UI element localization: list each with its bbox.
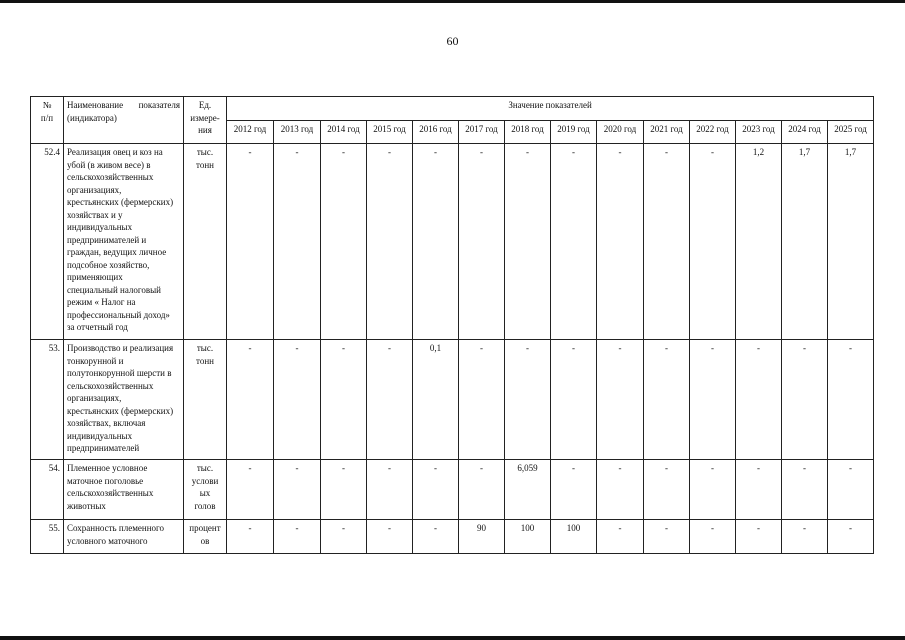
indicator-name-line: крестьянских (фермерских) [67, 197, 174, 207]
header-year: 2018 год [505, 121, 551, 144]
indicator-name-line: организациях, [67, 184, 122, 195]
header-year: 2025 год [828, 121, 874, 144]
indicator-value: - [367, 144, 413, 340]
unit-line: тыс. [196, 147, 214, 157]
indicator-value: - [597, 520, 644, 554]
indicator-value: - [321, 520, 367, 554]
indicator-value: - [644, 340, 690, 460]
indicator-name-line: специальный налоговый [67, 284, 161, 295]
indicator-value: - [551, 460, 597, 520]
indicator-value: 0,1 [413, 340, 459, 460]
header-unit-line: ния [198, 125, 212, 135]
indicator-name-line: предпринимателей [67, 443, 140, 453]
indicator-name-line: тонкорунной и [67, 355, 124, 366]
indicator-value: - [597, 460, 644, 520]
indicator-value: 100 [551, 520, 597, 554]
indicator-name-line: индивидуальных [67, 430, 133, 441]
indicator-value: - [736, 520, 782, 554]
unit-of-measure [184, 144, 227, 340]
header-year: 2012 год [227, 121, 274, 144]
header-unit-line: измере- [190, 112, 220, 123]
indicator-value: - [321, 144, 367, 340]
indicator-name-line: сельскохозяйственных [67, 488, 154, 498]
indicator-value: - [644, 520, 690, 554]
indicator-value: - [644, 144, 690, 340]
header-year: 2016 год [413, 121, 459, 144]
table-row [31, 144, 874, 340]
header-year: 2017 год [459, 121, 505, 144]
header-year: 2021 год [644, 121, 690, 144]
indicator-name-line: Сохранность племенного [67, 523, 165, 533]
indicator-value: - [227, 520, 274, 554]
header-year: 2015 год [367, 121, 413, 144]
indicator-name-line: профессиональный доход» [67, 309, 170, 320]
indicator-name-line: сельскохозяйственных [67, 380, 154, 391]
indicator-value: - [413, 460, 459, 520]
indicator-value: - [644, 460, 690, 520]
row-number: 52.4 [31, 144, 64, 340]
table-body [31, 144, 874, 554]
indicator-name-line: условного маточного [67, 535, 148, 546]
header-unit-line: Ед. [198, 100, 212, 110]
header-year: 2019 год [551, 121, 597, 144]
indicator-name-line: индивидуальных [67, 222, 133, 232]
indicator-value: - [321, 340, 367, 460]
header-year: 2023 год [736, 121, 782, 144]
table-row [31, 460, 874, 520]
indicator-value: - [736, 340, 782, 460]
indicator-value: - [551, 340, 597, 460]
indicator-value: - [227, 460, 274, 520]
indicator-value: - [274, 520, 321, 554]
indicator-value: 6,059 [505, 460, 551, 520]
unit-line: ов [200, 535, 210, 546]
header-num-line: № [42, 100, 52, 110]
indicator-value: - [782, 460, 828, 520]
indicator-name-line: предпринимателей и [67, 234, 147, 245]
indicator-value: - [736, 460, 782, 520]
indicator-value: - [782, 340, 828, 460]
indicator-name-line: Реализация овец и коз на [67, 147, 163, 157]
indicator-name-line: полутонкорунной шерсти в [67, 368, 172, 378]
header-name-line: (индикатора) [67, 112, 117, 123]
indicator-value: - [828, 460, 874, 520]
row-number: 54. [31, 460, 64, 520]
indicator-value: - [690, 520, 736, 554]
indicator-value: - [690, 460, 736, 520]
scan-edge-top [0, 0, 905, 3]
indicator-value: - [413, 144, 459, 340]
indicator-value: - [274, 144, 321, 340]
unit-of-measure [184, 460, 227, 520]
indicator-value: - [459, 144, 505, 340]
table-row [31, 340, 874, 460]
unit-line: тыс. [196, 463, 214, 473]
unit-line: голов [194, 500, 216, 511]
indicator-value: - [367, 520, 413, 554]
indicator-value: - [459, 340, 505, 460]
indicator-name-line: Производство и реализация [67, 343, 174, 353]
indicator-name [64, 340, 184, 460]
table-row [31, 520, 874, 554]
indicator-value: - [828, 520, 874, 554]
indicator-value: - [551, 144, 597, 340]
indicator-name-line: крестьянских (фермерских) [67, 405, 174, 416]
row-number: 55. [31, 520, 64, 554]
header-unit [184, 97, 227, 144]
indicator-value: - [597, 144, 644, 340]
indicator-name-line: хозяйствах, включая [67, 418, 146, 428]
unit-line: тонн [196, 159, 214, 170]
scan-edge-bottom [0, 636, 905, 640]
header-values-group: Значение показателей [227, 97, 874, 121]
header-num [31, 97, 64, 144]
indicator-name-line: организациях, [67, 393, 122, 403]
indicator-value: 1,7 [782, 144, 828, 340]
indicator-value: - [505, 340, 551, 460]
indicator-value: - [782, 520, 828, 554]
row-number: 53. [31, 340, 64, 460]
header-year: 2024 год [782, 121, 828, 144]
indicator-value: - [274, 340, 321, 460]
header-year: 2020 год [597, 121, 644, 144]
header-num-line: п/п [40, 112, 54, 123]
unit-of-measure [184, 520, 227, 554]
page-number: 60 [446, 34, 459, 48]
unit-line: ых [199, 488, 211, 498]
indicator-value: - [227, 144, 274, 340]
indicator-name [64, 520, 184, 554]
unit-of-measure [184, 340, 227, 460]
indicator-value: - [413, 520, 459, 554]
indicator-name-line: маточное поголовье [67, 475, 144, 486]
unit-line: процент [189, 523, 221, 533]
indicator-value: 1,7 [828, 144, 874, 340]
indicator-value: - [367, 340, 413, 460]
indicator-name [64, 460, 184, 520]
indicator-value: - [690, 144, 736, 340]
indicator-value: - [828, 340, 874, 460]
indicator-value: - [321, 460, 367, 520]
unit-line: услови [191, 475, 219, 486]
indicator-value: - [227, 340, 274, 460]
unit-line: тыс. [196, 343, 214, 353]
header-year: 2022 год [690, 121, 736, 144]
indicator-value: - [505, 144, 551, 340]
indicator-value: 100 [505, 520, 551, 554]
indicator-value: - [367, 460, 413, 520]
indicator-name [64, 144, 184, 340]
indicator-value: - [690, 340, 736, 460]
indicator-name-line: за отчетный год [67, 322, 128, 332]
header-year: 2014 год [321, 121, 367, 144]
indicator-name-line: сельскохозяйственных [67, 172, 154, 182]
indicator-name-line: применяющих [67, 272, 123, 282]
indicator-name-line: Племенное условное [67, 463, 148, 473]
indicator-name-line: режим « Налог на [67, 297, 136, 307]
header-name-line: Наименование показателя [67, 100, 180, 110]
indicator-value: 90 [459, 520, 505, 554]
indicator-name-line: подсобное хозяйство, [67, 259, 150, 270]
indicator-name-line: животных [67, 500, 106, 511]
indicator-value: - [597, 340, 644, 460]
header-name [64, 97, 184, 144]
header-year: 2013 год [274, 121, 321, 144]
indicator-value: - [274, 460, 321, 520]
indicator-name-line: граждан, ведущих личное [67, 247, 167, 257]
indicator-name-line: убой (в живом весе) в [67, 159, 151, 170]
indicator-value: - [459, 460, 505, 520]
indicator-name-line: хозяйствах и у [67, 209, 123, 220]
indicators-table [30, 96, 874, 554]
unit-line: тонн [196, 355, 214, 366]
indicator-value: 1,2 [736, 144, 782, 340]
